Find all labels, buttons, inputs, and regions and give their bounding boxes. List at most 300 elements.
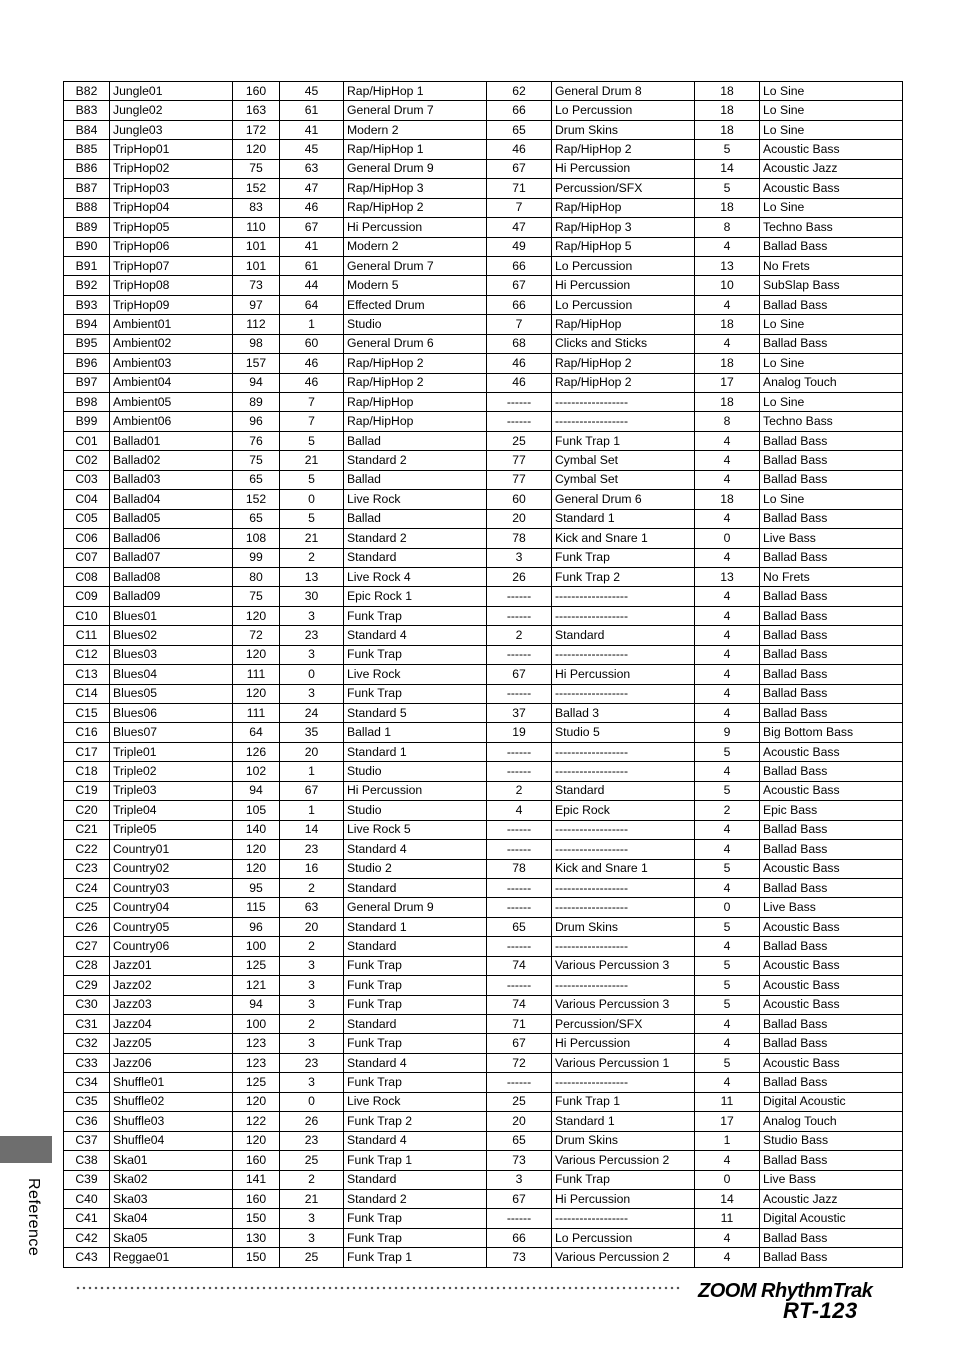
pattern-name-cell: Jazz05 (110, 1034, 233, 1053)
drum-kit-name-cell: Funk Trap (344, 976, 487, 995)
perc-kit-name-cell: Rap/HipHop 2 (552, 354, 695, 373)
perc-kit-name-cell: ------------------ (552, 587, 695, 606)
tempo-cell: 160 (233, 1189, 280, 1208)
drum-kit-number-cell: 46 (280, 198, 344, 217)
perc-kit-name-cell: Kick and Snare 1 (552, 529, 695, 548)
drum-kit-name-cell: Rap/HipHop 2 (344, 373, 487, 392)
perc-kit-number-cell: 67 (487, 276, 552, 295)
perc-kit-name-cell: Drum Skins (552, 120, 695, 139)
tempo-cell: 120 (233, 859, 280, 878)
tempo-cell: 140 (233, 820, 280, 839)
pattern-name-cell: Jazz04 (110, 1015, 233, 1034)
tempo-cell: 152 (233, 490, 280, 509)
bass-program-name-cell: Acoustic Bass (760, 859, 903, 878)
drum-kit-name-cell: Ballad (344, 509, 487, 528)
pattern-number-cell: C04 (64, 490, 110, 509)
drum-kit-number-cell: 3 (280, 995, 344, 1014)
bass-program-number-cell: 4 (695, 840, 760, 859)
pattern-number-cell: C43 (64, 1248, 110, 1267)
drum-kit-number-cell: 2 (280, 548, 344, 567)
pattern-name-cell: Jungle01 (110, 82, 233, 101)
tempo-cell: 120 (233, 606, 280, 625)
drum-kit-name-cell: Funk Trap 1 (344, 1248, 487, 1267)
tempo-cell: 102 (233, 762, 280, 781)
perc-kit-name-cell: Funk Trap 1 (552, 1092, 695, 1111)
bass-program-number-cell: 5 (695, 140, 760, 159)
pattern-number-cell: B86 (64, 159, 110, 178)
pattern-name-cell: Ska04 (110, 1209, 233, 1228)
tempo-cell: 123 (233, 1034, 280, 1053)
bass-program-name-cell: Ballad Bass (760, 334, 903, 353)
pattern-number-cell: C22 (64, 840, 110, 859)
perc-kit-number-cell: 67 (487, 1189, 552, 1208)
drum-kit-name-cell: Rap/HipHop 3 (344, 179, 487, 198)
pattern-number-cell: C23 (64, 859, 110, 878)
perc-kit-name-cell: ------------------ (552, 1073, 695, 1092)
pattern-number-cell: C26 (64, 917, 110, 936)
table-row (64, 412, 903, 431)
pattern-name-cell: Triple03 (110, 781, 233, 800)
drum-kit-number-cell: 23 (280, 840, 344, 859)
pattern-name-cell: Blues03 (110, 645, 233, 664)
drum-kit-number-cell: 30 (280, 587, 344, 606)
perc-kit-number-cell: ------ (487, 587, 552, 606)
perc-kit-number-cell: ------ (487, 1073, 552, 1092)
tempo-cell: 172 (233, 120, 280, 139)
tempo-cell: 150 (233, 1248, 280, 1267)
perc-kit-number-cell: 60 (487, 490, 552, 509)
drum-kit-name-cell: Rap/HipHop 2 (344, 198, 487, 217)
perc-kit-number-cell: ------ (487, 606, 552, 625)
pattern-name-cell: Ambient04 (110, 373, 233, 392)
drum-kit-number-cell: 3 (280, 976, 344, 995)
table-row (64, 820, 903, 839)
perc-kit-name-cell: Standard (552, 781, 695, 800)
bass-program-number-cell: 18 (695, 315, 760, 334)
bass-program-name-cell: Acoustic Bass (760, 179, 903, 198)
perc-kit-number-cell: 73 (487, 1248, 552, 1267)
table-row (64, 840, 903, 859)
pattern-number-cell: B84 (64, 120, 110, 139)
drum-kit-number-cell: 46 (280, 373, 344, 392)
tempo-cell: 94 (233, 995, 280, 1014)
perc-kit-number-cell: 2 (487, 781, 552, 800)
pattern-number-cell: C34 (64, 1073, 110, 1092)
perc-kit-name-cell: ------------------ (552, 606, 695, 625)
perc-kit-name-cell: ------------------ (552, 878, 695, 897)
perc-kit-number-cell: 7 (487, 198, 552, 217)
perc-kit-name-cell: Clicks and Sticks (552, 334, 695, 353)
drum-kit-name-cell: Rap/HipHop (344, 393, 487, 412)
perc-kit-number-cell: 25 (487, 1092, 552, 1111)
tempo-cell: 108 (233, 529, 280, 548)
bass-program-number-cell: 4 (695, 606, 760, 625)
perc-kit-name-cell: Standard 1 (552, 509, 695, 528)
pattern-number-cell: C39 (64, 1170, 110, 1189)
pattern-name-cell: Jungle03 (110, 120, 233, 139)
pattern-number-cell: C11 (64, 626, 110, 645)
pattern-number-cell: C07 (64, 548, 110, 567)
bass-program-number-cell: 4 (695, 509, 760, 528)
perc-kit-number-cell: 71 (487, 1015, 552, 1034)
perc-kit-name-cell: Hi Percussion (552, 665, 695, 684)
pattern-number-cell: C15 (64, 704, 110, 723)
pattern-number-cell: B89 (64, 218, 110, 237)
bass-program-number-cell: 5 (695, 917, 760, 936)
table-row (64, 995, 903, 1014)
pattern-name-cell: TripHop02 (110, 159, 233, 178)
bass-program-name-cell: Lo Sine (760, 101, 903, 120)
perc-kit-name-cell: Percussion/SFX (552, 1015, 695, 1034)
drum-kit-name-cell: Hi Percussion (344, 781, 487, 800)
bass-program-number-cell: 18 (695, 82, 760, 101)
pattern-number-cell: C01 (64, 431, 110, 450)
bass-program-number-cell: 4 (695, 1248, 760, 1267)
bass-program-name-cell: Lo Sine (760, 315, 903, 334)
drum-kit-number-cell: 24 (280, 704, 344, 723)
bass-program-name-cell: Ballad Bass (760, 237, 903, 256)
bass-program-name-cell: Techno Bass (760, 218, 903, 237)
drum-kit-name-cell: Live Rock (344, 490, 487, 509)
bass-program-name-cell: Ballad Bass (760, 1015, 903, 1034)
perc-kit-name-cell: ------------------ (552, 820, 695, 839)
drum-kit-name-cell: Standard 4 (344, 626, 487, 645)
bass-program-name-cell: Acoustic Bass (760, 976, 903, 995)
bass-program-number-cell: 2 (695, 801, 760, 820)
bass-program-name-cell: Ballad Bass (760, 1034, 903, 1053)
bass-program-name-cell: Lo Sine (760, 490, 903, 509)
perc-kit-name-cell: Various Percussion 3 (552, 956, 695, 975)
drum-kit-number-cell: 7 (280, 393, 344, 412)
pattern-name-cell: Country03 (110, 878, 233, 897)
pattern-table-body (64, 82, 903, 1268)
drum-kit-number-cell: 44 (280, 276, 344, 295)
perc-kit-name-cell: Various Percussion 1 (552, 1053, 695, 1072)
drum-kit-number-cell: 67 (280, 781, 344, 800)
bass-program-name-cell: Acoustic Bass (760, 956, 903, 975)
pattern-number-cell: C37 (64, 1131, 110, 1150)
perc-kit-number-cell: 2 (487, 626, 552, 645)
table-row (64, 1092, 903, 1111)
pattern-name-cell: Reggae01 (110, 1248, 233, 1267)
bass-program-number-cell: 4 (695, 1034, 760, 1053)
pattern-name-cell: Ambient03 (110, 354, 233, 373)
perc-kit-number-cell: 62 (487, 82, 552, 101)
perc-kit-name-cell: ------------------ (552, 898, 695, 917)
bass-program-number-cell: 14 (695, 159, 760, 178)
bass-program-number-cell: 5 (695, 995, 760, 1014)
tempo-cell: 120 (233, 1092, 280, 1111)
perc-kit-name-cell: ------------------ (552, 840, 695, 859)
table-row (64, 159, 903, 178)
table-row (64, 704, 903, 723)
pattern-number-cell: C14 (64, 684, 110, 703)
pattern-number-cell: C32 (64, 1034, 110, 1053)
pattern-name-cell: Ballad01 (110, 431, 233, 450)
pattern-name-cell: Shuffle02 (110, 1092, 233, 1111)
perc-kit-name-cell: Percussion/SFX (552, 179, 695, 198)
table-row (64, 548, 903, 567)
perc-kit-number-cell: 66 (487, 295, 552, 314)
tempo-cell: 83 (233, 198, 280, 217)
perc-kit-number-cell: 46 (487, 373, 552, 392)
pattern-name-cell: Country02 (110, 859, 233, 878)
drum-kit-number-cell: 13 (280, 567, 344, 586)
table-row (64, 237, 903, 256)
perc-kit-name-cell: Lo Percussion (552, 256, 695, 275)
pattern-number-cell: C31 (64, 1015, 110, 1034)
pattern-number-cell: B97 (64, 373, 110, 392)
perc-kit-name-cell: Standard (552, 626, 695, 645)
drum-kit-name-cell: Ballad (344, 431, 487, 450)
drum-kit-name-cell: Standard 1 (344, 917, 487, 936)
perc-kit-name-cell: Various Percussion 2 (552, 1248, 695, 1267)
drum-kit-number-cell: 0 (280, 665, 344, 684)
table-row (64, 976, 903, 995)
perc-kit-number-cell: ------ (487, 898, 552, 917)
drum-kit-number-cell: 25 (280, 1151, 344, 1170)
perc-kit-name-cell: Kick and Snare 1 (552, 859, 695, 878)
pattern-name-cell: Ballad07 (110, 548, 233, 567)
bass-program-number-cell: 5 (695, 781, 760, 800)
table-row (64, 898, 903, 917)
pattern-name-cell: Ambient02 (110, 334, 233, 353)
bass-program-name-cell: Ballad Bass (760, 470, 903, 489)
drum-kit-name-cell: Modern 2 (344, 237, 487, 256)
table-row (64, 1015, 903, 1034)
bass-program-number-cell: 4 (695, 587, 760, 606)
perc-kit-name-cell: ------------------ (552, 645, 695, 664)
pattern-name-cell: Blues04 (110, 665, 233, 684)
table-row (64, 218, 903, 237)
drum-kit-name-cell: Funk Trap (344, 645, 487, 664)
bass-program-name-cell: Acoustic Jazz (760, 1189, 903, 1208)
perc-kit-number-cell: ------ (487, 393, 552, 412)
drum-kit-number-cell: 35 (280, 723, 344, 742)
drum-kit-name-cell: Studio (344, 315, 487, 334)
bass-program-number-cell: 1 (695, 1131, 760, 1150)
bass-program-number-cell: 5 (695, 859, 760, 878)
pattern-number-cell: B98 (64, 393, 110, 412)
pattern-number-cell: C18 (64, 762, 110, 781)
tempo-cell: 100 (233, 937, 280, 956)
bass-program-name-cell: Ballad Bass (760, 548, 903, 567)
bass-program-name-cell: Acoustic Bass (760, 917, 903, 936)
perc-kit-number-cell: ------ (487, 762, 552, 781)
bass-program-name-cell: No Frets (760, 567, 903, 586)
bass-program-name-cell: Lo Sine (760, 198, 903, 217)
table-row (64, 665, 903, 684)
perc-kit-number-cell: 20 (487, 509, 552, 528)
bass-program-number-cell: 18 (695, 101, 760, 120)
drum-kit-number-cell: 5 (280, 431, 344, 450)
perc-kit-number-cell: ------ (487, 878, 552, 897)
bass-program-number-cell: 4 (695, 762, 760, 781)
drum-kit-number-cell: 23 (280, 1131, 344, 1150)
drum-kit-number-cell: 2 (280, 1170, 344, 1189)
table-row (64, 956, 903, 975)
pattern-name-cell: Shuffle04 (110, 1131, 233, 1150)
pattern-number-cell: C24 (64, 878, 110, 897)
drum-kit-number-cell: 1 (280, 762, 344, 781)
drum-kit-name-cell: Funk Trap (344, 1228, 487, 1247)
tempo-cell: 64 (233, 723, 280, 742)
table-row (64, 1170, 903, 1189)
table-row (64, 354, 903, 373)
bass-program-name-cell: SubSlap Bass (760, 276, 903, 295)
perc-kit-number-cell: 78 (487, 859, 552, 878)
tempo-cell: 75 (233, 587, 280, 606)
pattern-number-cell: B87 (64, 179, 110, 198)
drum-kit-name-cell: Rap/HipHop 2 (344, 354, 487, 373)
bass-program-number-cell: 4 (695, 878, 760, 897)
perc-kit-name-cell: General Drum 6 (552, 490, 695, 509)
pattern-name-cell: Ballad04 (110, 490, 233, 509)
pattern-name-cell: Triple01 (110, 742, 233, 761)
drum-kit-name-cell: Funk Trap (344, 956, 487, 975)
bass-program-number-cell: 5 (695, 179, 760, 198)
drum-kit-name-cell: General Drum 6 (344, 334, 487, 353)
table-row (64, 801, 903, 820)
perc-kit-number-cell: 66 (487, 101, 552, 120)
pattern-number-cell: C30 (64, 995, 110, 1014)
perc-kit-number-cell: ------ (487, 742, 552, 761)
table-row (64, 101, 903, 120)
tempo-cell: 96 (233, 917, 280, 936)
drum-kit-name-cell: Standard (344, 937, 487, 956)
table-row (64, 781, 903, 800)
bass-program-number-cell: 0 (695, 898, 760, 917)
pattern-name-cell: Ska02 (110, 1170, 233, 1189)
perc-kit-number-cell: ------ (487, 684, 552, 703)
table-row (64, 334, 903, 353)
perc-kit-name-cell: Funk Trap 1 (552, 431, 695, 450)
tempo-cell: 100 (233, 1015, 280, 1034)
pattern-number-cell: C27 (64, 937, 110, 956)
perc-kit-name-cell: Ballad 3 (552, 704, 695, 723)
bass-program-number-cell: 4 (695, 665, 760, 684)
bass-program-name-cell: Digital Acoustic (760, 1209, 903, 1228)
tempo-cell: 101 (233, 237, 280, 256)
drum-kit-number-cell: 3 (280, 684, 344, 703)
tempo-cell: 94 (233, 781, 280, 800)
pattern-name-cell: TripHop01 (110, 140, 233, 159)
perc-kit-number-cell: 37 (487, 704, 552, 723)
drum-kit-name-cell: Funk Trap (344, 606, 487, 625)
tempo-cell: 75 (233, 451, 280, 470)
drum-kit-name-cell: Live Rock 5 (344, 820, 487, 839)
pattern-number-cell: C05 (64, 509, 110, 528)
pattern-name-cell: TripHop04 (110, 198, 233, 217)
tempo-cell: 121 (233, 976, 280, 995)
bass-program-number-cell: 4 (695, 334, 760, 353)
drum-kit-number-cell: 63 (280, 898, 344, 917)
pattern-name-cell: Shuffle01 (110, 1073, 233, 1092)
bass-program-number-cell: 17 (695, 1112, 760, 1131)
perc-kit-number-cell: ------ (487, 645, 552, 664)
pattern-name-cell: Jazz03 (110, 995, 233, 1014)
bass-program-number-cell: 4 (695, 626, 760, 645)
table-row (64, 256, 903, 275)
drum-kit-name-cell: Funk Trap 1 (344, 1151, 487, 1170)
pattern-name-cell: TripHop09 (110, 295, 233, 314)
drum-kit-name-cell: Standard 4 (344, 1053, 487, 1072)
pattern-name-cell: Triple02 (110, 762, 233, 781)
bass-program-name-cell: Acoustic Bass (760, 140, 903, 159)
pattern-number-cell: B91 (64, 256, 110, 275)
pattern-number-cell: C03 (64, 470, 110, 489)
pattern-number-cell: C28 (64, 956, 110, 975)
tempo-cell: 80 (233, 567, 280, 586)
pattern-name-cell: Jungle02 (110, 101, 233, 120)
table-row (64, 1209, 903, 1228)
drum-kit-name-cell: Standard 2 (344, 529, 487, 548)
table-row (64, 1034, 903, 1053)
pattern-name-cell: Ambient06 (110, 412, 233, 431)
pattern-table-wrapper (63, 81, 902, 1268)
bass-program-number-cell: 5 (695, 742, 760, 761)
pattern-number-cell: B90 (64, 237, 110, 256)
pattern-name-cell: TripHop08 (110, 276, 233, 295)
perc-kit-number-cell: 71 (487, 179, 552, 198)
pattern-name-cell: Shuffle03 (110, 1112, 233, 1131)
drum-kit-number-cell: 41 (280, 120, 344, 139)
table-row (64, 276, 903, 295)
perc-kit-name-cell: Drum Skins (552, 917, 695, 936)
bass-program-number-cell: 4 (695, 451, 760, 470)
brand-logo-line1: ZOOM RhythmTrak (698, 1280, 873, 1302)
perc-kit-number-cell: ------ (487, 840, 552, 859)
pattern-number-cell: B85 (64, 140, 110, 159)
bass-program-number-cell: 13 (695, 567, 760, 586)
drum-kit-number-cell: 5 (280, 470, 344, 489)
bass-program-number-cell: 11 (695, 1209, 760, 1228)
table-row (64, 1228, 903, 1247)
pattern-number-cell: C20 (64, 801, 110, 820)
bass-program-name-cell: Ballad Bass (760, 587, 903, 606)
drum-kit-number-cell: 61 (280, 101, 344, 120)
perc-kit-number-cell: ------ (487, 1209, 552, 1228)
drum-kit-name-cell: Standard 4 (344, 840, 487, 859)
bass-program-number-cell: 4 (695, 1228, 760, 1247)
drum-kit-number-cell: 3 (280, 645, 344, 664)
perc-kit-name-cell: Funk Trap (552, 548, 695, 567)
perc-kit-number-cell: 19 (487, 723, 552, 742)
perc-kit-number-cell: 65 (487, 1131, 552, 1150)
perc-kit-name-cell: Rap/HipHop 5 (552, 237, 695, 256)
drum-kit-number-cell: 2 (280, 1015, 344, 1034)
bass-program-name-cell: Acoustic Bass (760, 781, 903, 800)
drum-kit-number-cell: 3 (280, 1228, 344, 1247)
perc-kit-number-cell: 3 (487, 548, 552, 567)
pattern-number-cell: C21 (64, 820, 110, 839)
tempo-cell: 96 (233, 412, 280, 431)
bass-program-number-cell: 18 (695, 393, 760, 412)
bass-program-number-cell: 9 (695, 723, 760, 742)
pattern-number-cell: C41 (64, 1209, 110, 1228)
drum-kit-name-cell: Hi Percussion (344, 218, 487, 237)
drum-kit-name-cell: Rap/HipHop 1 (344, 82, 487, 101)
tempo-cell: 111 (233, 704, 280, 723)
bass-program-number-cell: 4 (695, 548, 760, 567)
bass-program-name-cell: Ballad Bass (760, 684, 903, 703)
drum-kit-number-cell: 2 (280, 937, 344, 956)
drum-kit-number-cell: 5 (280, 509, 344, 528)
bass-program-name-cell: Digital Acoustic (760, 1092, 903, 1111)
drum-kit-name-cell: General Drum 9 (344, 159, 487, 178)
pattern-number-cell: C16 (64, 723, 110, 742)
pattern-name-cell: Country04 (110, 898, 233, 917)
